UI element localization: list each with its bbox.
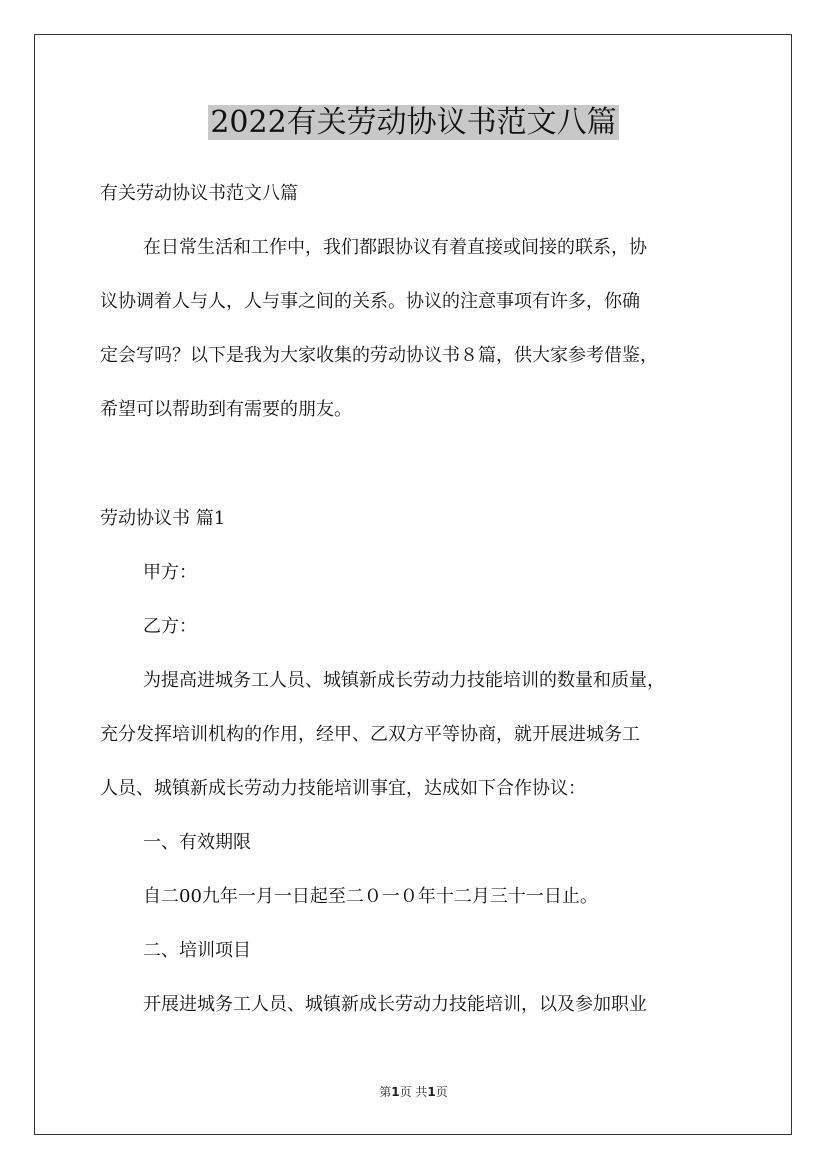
item2-heading: 二、培训项目 bbox=[143, 940, 251, 961]
intro-line-4: 希望可以帮助到有需要的朋友。 bbox=[100, 399, 352, 420]
page-footer bbox=[0, 1084, 827, 1100]
document-title-text: 2022有关劳动协议书范文八篇 bbox=[210, 105, 617, 140]
intro-line-1: 在日常生活和工作中，我们都跟协议有着直接或间接的联系，协 bbox=[143, 237, 647, 258]
footer-page-current: 1 bbox=[391, 1085, 400, 1099]
document-title bbox=[0, 100, 827, 146]
party-b-label: 乙方： bbox=[143, 616, 197, 637]
footer-page-total: 1 bbox=[427, 1085, 436, 1099]
party-a-label: 甲方： bbox=[143, 562, 197, 583]
footer-page-suffix: 页 bbox=[435, 1085, 448, 1099]
footer-page-mid: 页 共 bbox=[399, 1085, 428, 1099]
intro-line-3: 定会写吗？以下是我为大家收集的劳动协议书８篇，供大家参考借鉴， bbox=[100, 345, 658, 366]
document-subtitle: 有关劳动协议书范文八篇 bbox=[100, 183, 298, 204]
item1-text: 自二00九年一月一日起至二０一０年十二月三十一日止。 bbox=[143, 886, 598, 907]
footer-page-prefix: 第 bbox=[379, 1085, 392, 1099]
item1-heading: 一、有效期限 bbox=[143, 832, 251, 853]
para1-line-1: 为提高进城务工人员、城镇新成长劳动力技能培训的数量和质量， bbox=[143, 670, 665, 691]
item2-text: 开展进城务工人员、城镇新成长劳动力技能培训，以及参加职业 bbox=[143, 994, 647, 1015]
section-heading: 劳动协议书 篇1 bbox=[100, 508, 226, 529]
intro-line-2: 议协调着人与人，人与事之间的关系。协议的注意事项有许多，你确 bbox=[100, 291, 640, 312]
para1-line-2: 充分发挥培训机构的作用，经甲、乙双方平等协商，就开展进城务工 bbox=[100, 724, 640, 745]
para1-line-3: 人员、城镇新成长劳动力技能培训事宜，达成如下合作协议： bbox=[100, 778, 586, 799]
